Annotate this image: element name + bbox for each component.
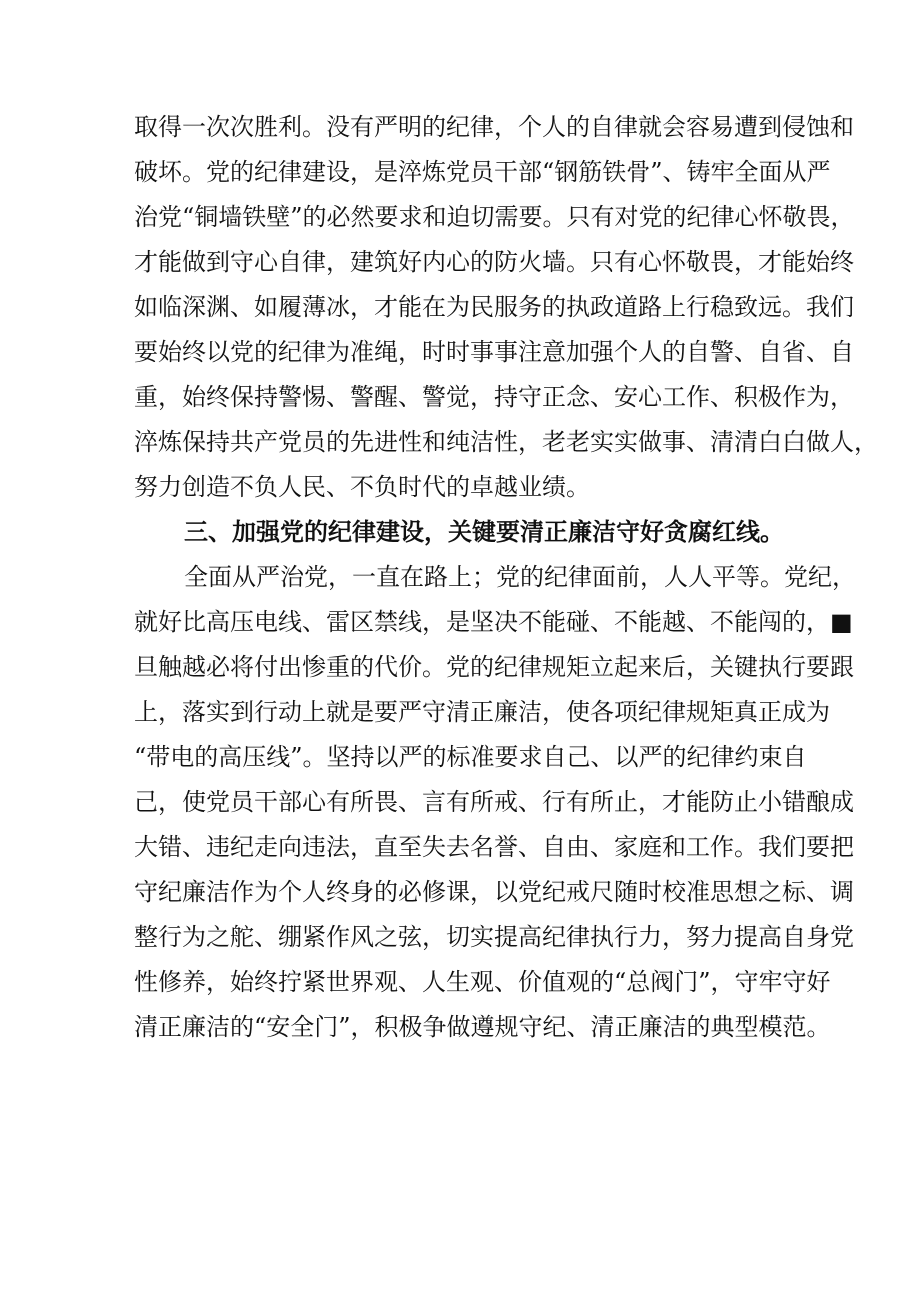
paragraph-line: 重，始终保持警惕、警醒、警觉，持守正念、安心工作、积极作为， xyxy=(134,383,854,411)
paragraph-line: 破坏。党的纪律建设，是淬炼党员干部“钢筋铁骨”、铸牢全面从严 xyxy=(134,158,831,186)
paragraph-line: 如临深渊、如履薄冰，才能在为民服务的执政道路上行稳致远。我们 xyxy=(134,293,854,321)
section-heading: 三、加强党的纪律建设，关键要清正廉洁守好贪腐红线。 xyxy=(184,518,784,546)
paragraph-line: 淬炼保持共产党员的先进性和纯洁性，老老实实做事、清清白白做人， xyxy=(134,428,878,456)
paragraph-line: 治党“铜墙铁壁”的必然要求和迫切需要。只有对党的纪律心怀敬畏， xyxy=(134,203,855,231)
paragraph-line: 守纪廉洁作为个人终身的必修课，以党纪戒尺随时校准思想之标、调 xyxy=(134,878,854,906)
paragraph-line: 上，落实到行动上就是要严守清正廉洁，使各项纪律规矩真正成为 xyxy=(134,698,830,726)
paragraph-line: 取得一次次胜利。没有严明的纪律，个人的自律就会容易遭到侵蚀和 xyxy=(134,113,854,141)
paragraph-line: 才能做到守心自律，建筑好内心的防火墙。只有心怀敬畏，才能始终 xyxy=(134,248,854,276)
paragraph-line: 努力创造不负人民、不负时代的卓越业绩。 xyxy=(134,473,590,501)
paragraph-line: 旦触越必将付出惨重的代价。党的纪律规矩立起来后，关键执行要跟 xyxy=(134,653,854,681)
paragraph-line: 整行为之舵、绷紧作风之弦，切实提高纪律执行力，努力提高自身党 xyxy=(134,923,854,951)
paragraph-line: 就好比高压电线、雷区禁线，是坚决不能碰、不能越、不能闯的，■ xyxy=(134,608,853,636)
paragraph-line: 大错、违纪走向违法，直至失去名誉、自由、家庭和工作。我们要把 xyxy=(134,833,854,861)
paragraph-line: 全面从严治党，一直在路上；党的纪律面前，人人平等。党纪， xyxy=(184,563,856,591)
paragraph-line: “带电的高压线”。坚持以严的标准要求自己、以严的纪律约束自 xyxy=(134,743,807,771)
paragraph-line: 要始终以党的纪律为准绳，时时事事注意加强个人的自警、自省、自 xyxy=(134,338,854,366)
paragraph-line: 己，使党员干部心有所畏、言有所戒、行有所止，才能防止小错酿成 xyxy=(134,788,854,816)
paragraph-line: 清正廉洁的“安全门”，积极争做遵规守纪、清正廉洁的典型模范。 xyxy=(134,1013,831,1041)
paragraph-line: 性修养，始终拧紧世界观、人生观、价值观的“总阀门”，守牢守好 xyxy=(134,968,831,996)
